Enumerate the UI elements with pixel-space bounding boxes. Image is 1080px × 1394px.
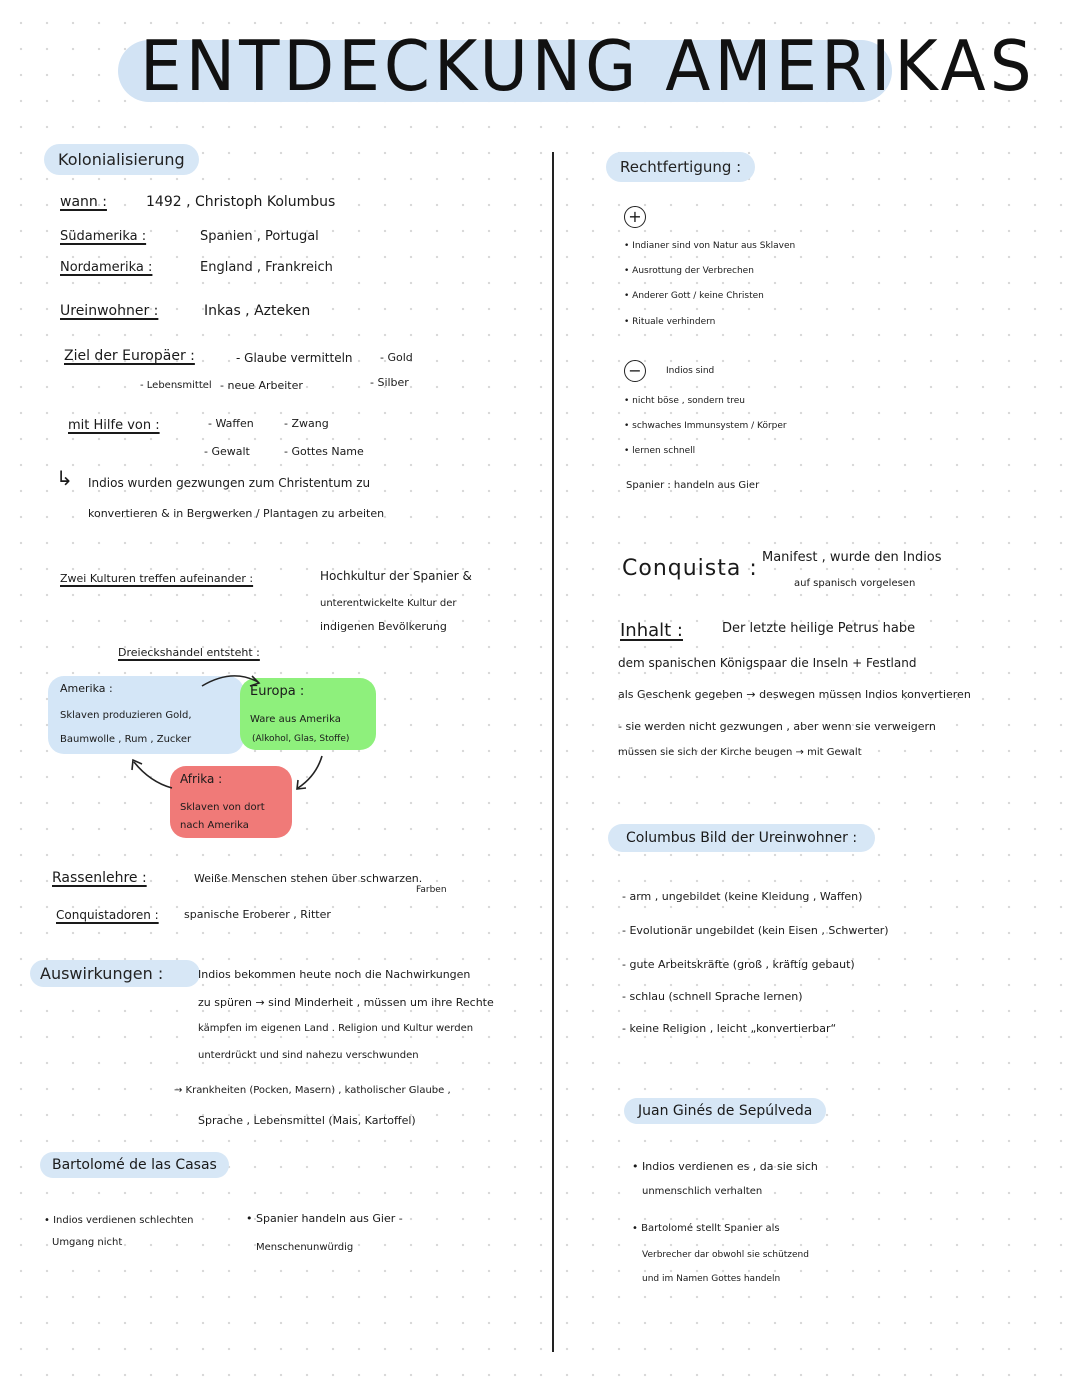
heading-kolonialisierung: Kolonialisierung <box>44 144 199 175</box>
heading-auswirkungen: Auswirkungen : <box>30 960 200 987</box>
auswirkungen-line3: kämpfen im eigenen Land . Religion und Kultur werden <box>198 1023 474 1034</box>
ziel-item: - Lebensmittel <box>140 380 212 391</box>
bartolome-a-line1: • Indios verdienen schlechten <box>44 1215 194 1226</box>
inhalt-line1: Der letzte heilige Petrus habe <box>722 621 916 636</box>
indios-text-line1: Indios wurden gezwungen zum Christentum zu <box>88 476 371 490</box>
minus-intro: Indios sind <box>666 366 715 376</box>
europa-line1: Ware aus Amerika <box>250 714 341 725</box>
arrow-europa-afrika-icon <box>298 756 322 788</box>
plus-item: • Indianer sind von Natur aus Sklaven <box>624 241 796 251</box>
hilfe-item: - Waffen <box>208 417 254 430</box>
hilfe-item: - Zwang <box>284 417 329 430</box>
indios-text-line2: konvertieren & in Bergwerken / Plantagen zu arbeiten <box>88 507 385 520</box>
auswirkungen-line6: Sprache , Lebensmittel (Mais, Kartoffel) <box>198 1114 416 1127</box>
auswirkungen-line2: zu spüren → sind Minderheit , müssen um ihre Rechte <box>198 996 494 1009</box>
amerika-line2: Baumwolle , Rum , Zucker <box>60 734 192 745</box>
afrika-line1: Sklaven von dort <box>180 802 265 813</box>
plus-icon: + <box>624 206 646 228</box>
label-hilfe: mit Hilfe von : <box>68 418 160 433</box>
label-kulturen: Zwei Kulturen treffen aufeinander : <box>60 572 254 585</box>
label-wann: wann : <box>60 194 107 210</box>
value-suedamerika: Spanien , Portugal <box>200 229 319 244</box>
juan-line5: und im Namen Gottes handeln <box>642 1274 781 1284</box>
europa-title: Europa : <box>250 684 305 699</box>
plus-item: • Ausrottung der Verbrechen <box>624 266 754 276</box>
inhalt-line3: als Geschenk gegeben → deswegen müssen Indios konvertieren <box>618 688 971 701</box>
ziel-item: - neue Arbeiter <box>220 379 303 392</box>
arrow-return-icon: ↳ <box>56 466 73 490</box>
amerika-line1: Sklaven produzieren Gold, <box>60 710 192 721</box>
minus-item: • lernen schnell <box>624 446 696 456</box>
label-ureinwohner: Ureinwohner : <box>60 303 159 319</box>
hilfe-item: - Gottes Name <box>284 445 364 458</box>
ziel-item: - Gold <box>380 351 413 364</box>
kulturen-line3: indigenen Bevölkerung <box>320 620 447 633</box>
label-inhalt: Inhalt : <box>620 620 683 641</box>
value-conquistadoren: spanische Eroberer , Ritter <box>184 908 331 921</box>
heading-rechtfertigung: Rechtfertigung : <box>606 152 755 182</box>
juan-line3: • Bartolomé stellt Spanier als <box>632 1223 780 1234</box>
minus-icon: − <box>624 360 646 382</box>
juan-line4: Verbrecher dar obwohl sie schützend <box>642 1250 809 1260</box>
europa-line2: (Alkohol, Glas, Stoffe) <box>252 734 350 744</box>
columbus-item: - schlau (schnell Sprache lernen) <box>622 990 803 1003</box>
label-nordamerika: Nordamerika : <box>60 260 153 275</box>
bartolome-b-line1: • Spanier handeln aus Gier - <box>246 1212 403 1225</box>
columbus-item: - Evolutionär ungebildet (kein Eisen , Schwerter) <box>622 924 889 937</box>
label-conquista: Conquista : <box>622 556 758 581</box>
arrow-amerika-europa-icon <box>202 676 258 686</box>
plus-item: • Anderer Gott / keine Christen <box>624 291 764 301</box>
arrow-afrika-amerika-icon <box>134 762 172 788</box>
columbus-item: - gute Arbeitskräfte (groß , kräftig gebaut) <box>622 958 855 971</box>
label-ziel: Ziel der Europäer : <box>64 348 195 364</box>
juan-line2: unmenschlich verhalten <box>642 1186 763 1197</box>
columbus-item: - arm , ungebildet (keine Kleidung , Waffen) <box>622 890 863 903</box>
afrika-line2: nach Amerika <box>180 820 249 831</box>
inhalt-line5: müssen sie sich der Kirche beugen → mit Gewalt <box>618 747 862 758</box>
column-divider <box>552 152 554 1352</box>
spanier-gier: Spanier : handeln aus Gier <box>626 480 760 491</box>
auswirkungen-line1: Indios bekommen heute noch die Nachwirkungen <box>198 968 471 981</box>
heading-columbus-bild: Columbus Bild der Ureinwohner : <box>608 824 875 852</box>
kulturen-line2: unterentwickelte Kultur der <box>320 598 457 609</box>
columbus-item: - keine Religion , leicht „konvertierbar“ <box>622 1022 837 1035</box>
label-rassenlehre: Rassenlehre : <box>52 870 147 886</box>
rassenlehre-sub: Farben <box>416 885 447 895</box>
auswirkungen-line5: → Krankheiten (Pocken, Masern) , katholischer Glaube , <box>174 1085 451 1096</box>
afrika-title: Afrika : <box>180 772 223 786</box>
heading-juan-sepulveda: Juan Ginés de Sepúlveda <box>624 1098 826 1124</box>
conquista-text1: Manifest , wurde den Indios <box>762 550 942 565</box>
kulturen-line1: Hochkultur der Spanier & <box>320 569 472 583</box>
inhalt-line4: - sie werden nicht gezwungen , aber wenn sie verweigern <box>618 720 936 733</box>
label-conquistadoren: Conquistadoren : <box>56 908 159 922</box>
minus-item: • schwaches Immunsystem / Körper <box>624 421 787 431</box>
bartolome-b-line2: Menschenunwürdig <box>256 1242 354 1253</box>
auswirkungen-line4: unterdrückt und sind nahezu verschwunden <box>198 1050 419 1061</box>
inhalt-line2: dem spanischen Königspaar die Inseln + Festland <box>618 656 917 670</box>
value-ureinwohner: Inkas , Azteken <box>204 303 311 319</box>
minus-item: • nicht böse , sondern treu <box>624 396 745 406</box>
ziel-item: - Silber <box>370 376 409 389</box>
value-nordamerika: England , Frankreich <box>200 260 333 275</box>
bartolome-a-line2: Umgang nicht <box>52 1237 123 1248</box>
trade-arrows <box>120 664 340 804</box>
ziel-item: - Glaube vermitteln <box>236 351 353 365</box>
heading-dreieckshandel: Dreieckshandel entsteht : <box>118 646 260 659</box>
juan-line1: • Indios verdienen es , da sie sich <box>632 1160 818 1173</box>
amerika-title: Amerika : <box>60 682 113 695</box>
plus-item: • Rituale verhindern <box>624 317 716 327</box>
label-suedamerika: Südamerika : <box>60 229 147 244</box>
value-rassenlehre: Weiße Menschen stehen über schwarzen. <box>194 872 423 885</box>
heading-bartolome: Bartolomé de las Casas <box>40 1152 229 1178</box>
hilfe-item: - Gewalt <box>204 445 250 458</box>
value-wann: 1492 , Christoph Kolumbus <box>146 194 336 210</box>
conquista-text2: auf spanisch vorgelesen <box>794 578 916 589</box>
page-title: ENTDECKUNG AMERIKAS <box>140 26 1036 107</box>
